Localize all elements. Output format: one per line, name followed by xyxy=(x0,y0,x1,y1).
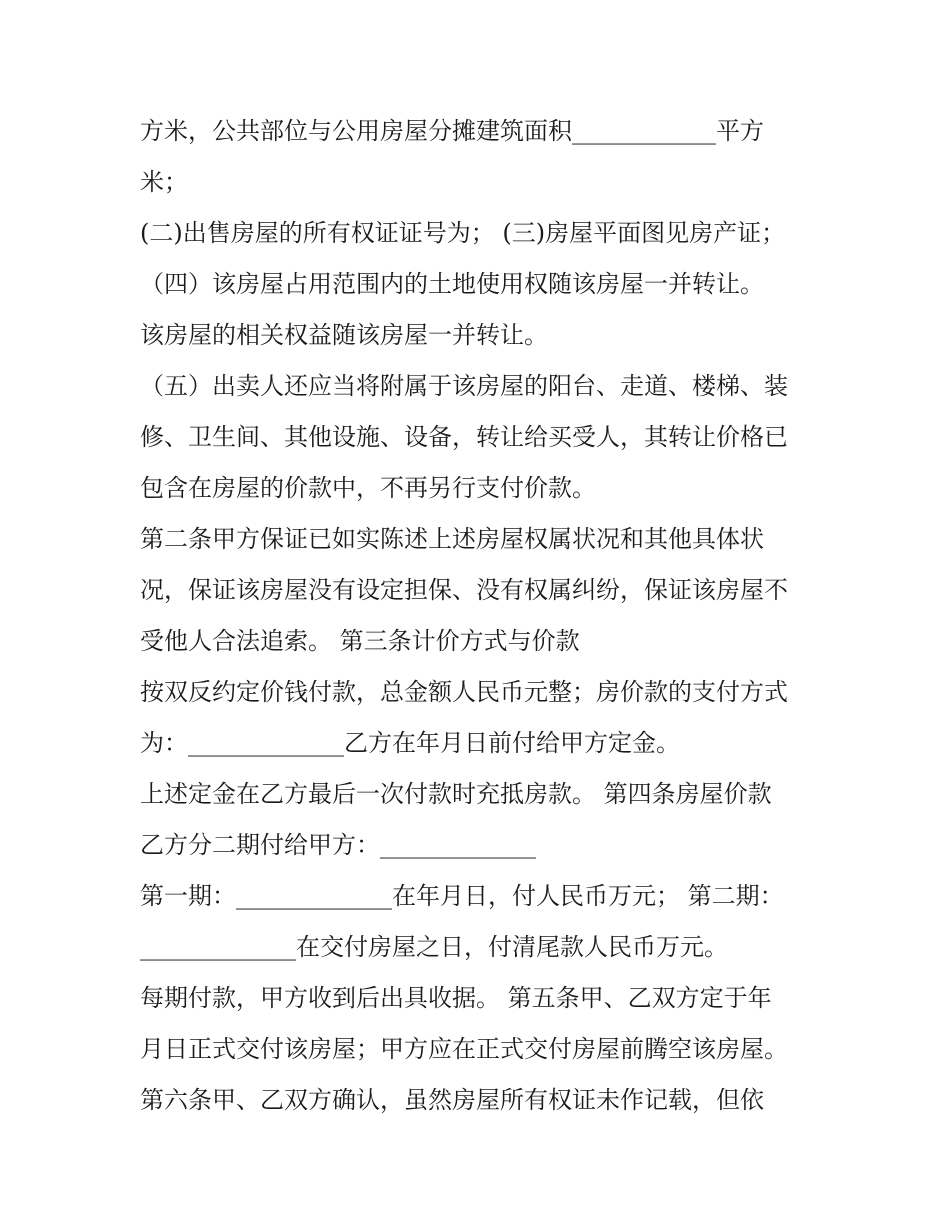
text-line: _____________在交付房屋之日，付清尾款人民币万元。 xyxy=(140,933,728,961)
text-line: 修、卫生间、其他设施、设备，转让给买受人，其转让价格已 xyxy=(140,423,788,451)
text-line: 受他人合法追索。 第三条计价方式与价款 xyxy=(140,627,580,655)
text-line: 况，保证该房屋没有设定担保、没有权属纠纷，保证该房屋不 xyxy=(140,576,788,604)
text-line: 第一期：_____________在年月日，付人民币万元； 第二期： xyxy=(140,882,784,910)
text-line: （四）该房屋占用范围内的土地使用权随该房屋一并转让。 xyxy=(140,270,764,298)
text-line: （五）出卖人还应当将附属于该房屋的阳台、走道、楼梯、装 xyxy=(140,372,788,400)
text-line: 每期付款，甲方收到后出具收据。 第五条甲、乙双方定于年 xyxy=(140,984,772,1012)
text-line: 按双反约定价钱付款，总金额人民币元整；房价款的支付方式 xyxy=(140,678,788,706)
text-line: 米； xyxy=(140,168,188,196)
text-line: 上述定金在乙方最后一次付款时充抵房款。 第四条房屋价款 xyxy=(140,780,772,808)
text-line: 月日正式交付该房屋；甲方应在正式交付房屋前腾空该房屋。 xyxy=(140,1035,788,1063)
text-line: 第六条甲、乙双方确认，虽然房屋所有权证未作记载，但依 xyxy=(140,1086,764,1114)
text-line: 该房屋的相关权益随该房屋一并转让。 xyxy=(140,321,548,349)
text-line: 乙方分二期付给甲方：_____________ xyxy=(140,831,536,859)
text-line: 第二条甲方保证已如实陈述上述房屋权属状况和其他具体状 xyxy=(140,525,764,553)
text-line: 方米，公共部位与公用房屋分摊建筑面积____________平方 xyxy=(140,117,764,145)
text-line: (二)出售房屋的所有权证证号为； (三)房屋平面图见房产证； xyxy=(140,219,786,247)
text-line: 包含在房屋的价款中，不再另行支付价款。 xyxy=(140,474,596,502)
text-line: 为：_____________乙方在年月日前付给甲方定金。 xyxy=(140,729,680,757)
